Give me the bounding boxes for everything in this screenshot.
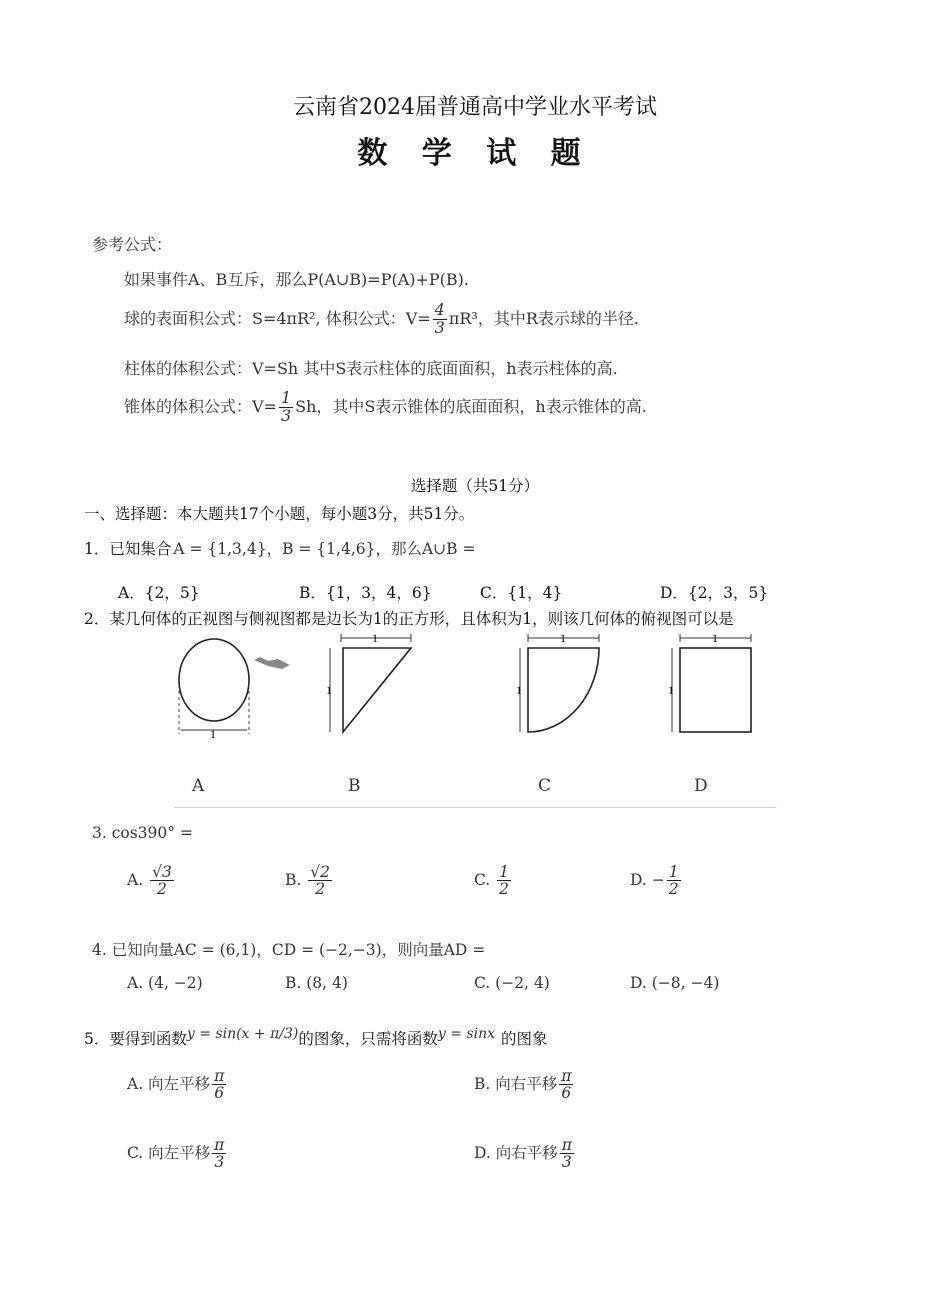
q3-option-b[interactable]: B. $\frac{√2}{2}$ [285, 863, 331, 899]
svg-text:1: 1 [560, 631, 566, 645]
q5-option-d[interactable]: D. 向右平移 $\frac{\pi}{3}$ [474, 1136, 572, 1172]
formula-probability: 如果事件A、B互斥，那么P(A∪B)=P(A)+P(B). [124, 270, 469, 289]
exam-title: 云南省2024届普通高中学业水平考试 [293, 95, 657, 120]
svg-text:1: 1 [372, 631, 378, 645]
svg-text:1: 1 [516, 683, 522, 697]
q4-option-d[interactable]: D. (−8, −4) [630, 974, 720, 992]
reference-heading: 参考公式： [92, 235, 173, 254]
formula-sphere: 球的表面积公式：S=4πR², 体积公式：V= $\frac{4}{3}$ πR³，其中R表示球的半径. [124, 300, 639, 337]
question-1-stem: 1．已知集合 A = {1,3,4}，B = {1,4,6}，那么A∪B = [84, 540, 476, 558]
q1-option-d[interactable]: D．{2，3，5} [660, 584, 769, 602]
dimension-label: 1 [210, 727, 216, 741]
svg-text:1: 1 [712, 631, 718, 645]
section-instructions: 一、选择题：本大题共17个小题，每小题3分，共51分。 [84, 505, 475, 523]
q4-option-a[interactable]: A. (4, −2) [127, 974, 203, 992]
q1-option-c[interactable]: C．{1，4} [480, 584, 563, 602]
q4-option-b[interactable]: B. (8, 4) [285, 974, 348, 992]
figure-a-circle [170, 630, 310, 750]
question-2-stem: 2．某几何体的正视图与侧视图都是边长为1的正方形，且体积为1，则该几何体的俯视图可以是 [84, 610, 734, 628]
q2-option-b[interactable]: B [348, 776, 361, 796]
q2-option-d[interactable]: D [694, 776, 708, 796]
question-3-stem: 3. cos390° = [92, 824, 193, 842]
q5-option-b[interactable]: B. 向右平移 $\frac{\pi}{6}$ [474, 1067, 572, 1103]
q1-option-a[interactable]: A．{2，5} [118, 584, 200, 602]
formula-pyramid: 锥体的体积公式：V= $\frac{1}{3}$ Sh，其中S表示锥体的底面面积，h表示锥体的高. [124, 388, 647, 425]
divider [174, 807, 776, 808]
formula-prism: 柱体的体积公式：V=Sh 其中S表示柱体的底面面积，h表示柱体的高. [124, 359, 618, 378]
question-4-stem: 4. 已知向量AC = (6,1)，CD = (−2,−3)，则向量AD = [92, 941, 486, 959]
question-5-stem: 5．要得到函数y = sin(x + π/3)的图象，只需将函数y = sinx 的图象 [84, 1026, 548, 1048]
figure-b-triangle [320, 630, 440, 750]
svg-text:1: 1 [668, 683, 674, 697]
q2-option-a[interactable]: A [192, 776, 205, 796]
q1-option-b[interactable]: B．{1，3，4，6} [299, 584, 432, 602]
q3-option-d[interactable]: D. − $\frac{1}{2}$ [630, 863, 679, 899]
q5-option-c[interactable]: C. 向左平移 $\frac{\pi}{3}$ [127, 1136, 225, 1172]
q5-option-a[interactable]: A. 向左平移 $\frac{\pi}{6}$ [127, 1067, 225, 1103]
figure-d-square [660, 630, 780, 750]
fraction: $\frac{4}{3}$ [434, 300, 445, 337]
subject-title: 数 学 试 题 [357, 136, 593, 171]
fraction: $\frac{1}{3}$ [280, 388, 292, 425]
q3-option-c[interactable]: C. $\frac{1}{2}$ [474, 863, 510, 899]
q2-option-c[interactable]: C [538, 776, 552, 796]
q4-option-c[interactable]: C. (−2, 4) [474, 974, 550, 992]
svg-text:1: 1 [326, 683, 332, 697]
section-heading: 选择题（共51分） [410, 477, 540, 495]
figure-c-quarter-circle [510, 630, 630, 750]
q3-option-a[interactable]: A. $\frac{√3}{2}$ [127, 863, 172, 899]
